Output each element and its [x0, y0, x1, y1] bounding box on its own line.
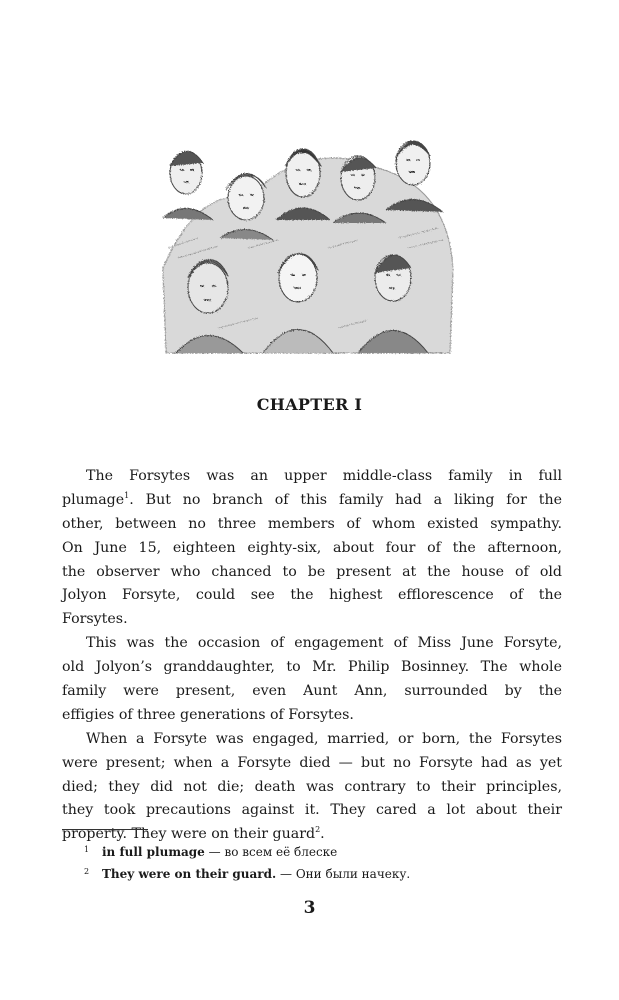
chapter-title: CHAPTER I: [256, 395, 363, 414]
footnote-divider: [62, 829, 148, 830]
text-line: were present; when a Forsyte died — but no Forsyte had as yet: [62, 754, 562, 771]
text-line: the observer who chanced to be present at the house of old: [62, 563, 562, 580]
text-line: effigies of three generations of Forsytes.: [62, 706, 354, 723]
page-number: 3: [303, 898, 316, 918]
footnote-item: [84, 862, 410, 884]
footnote-ref: 1: [124, 490, 130, 500]
text-line: The Forsytes was an upper middle-class family in full: [86, 468, 562, 484]
footnote-term: in full plumage: [102, 845, 205, 859]
footnotes: [84, 840, 410, 884]
text-line: Jolyon Forsyte, could see the highest efflorescence of the: [62, 587, 562, 604]
text-line: When a Forsyte was engaged, married, or born, the Forsytes: [86, 730, 562, 747]
footnote-translation: — Они были начеку.: [276, 867, 411, 881]
chapter-text: [62, 465, 562, 847]
footnote-number: 2: [84, 867, 90, 876]
footnote-term: They were on their guard.: [102, 867, 277, 881]
footnote-translation: — во всем её блеске: [204, 845, 338, 859]
family-portrait-sketch-icon: [158, 128, 458, 360]
family-portrait-illustration: [158, 128, 458, 360]
footnote-item: [84, 840, 410, 862]
text-line: old Jolyon’s granddaughter, to Mr. Philip Bosinney. The whole: [62, 659, 562, 676]
text-line: other, between no three members of whom existed sympathy.: [62, 515, 562, 532]
text-line: family were present, even Aunt Ann, surrounded by the: [62, 683, 562, 700]
footnote-ref: 2: [315, 825, 321, 835]
text-line: On June 15, eighteen eighty-six, about four of the afternoon,: [62, 539, 562, 556]
text-line: property. They were on their guard$^2$.: [62, 825, 325, 843]
text-line: died; they did not die; death was contrary to their principles,: [62, 778, 562, 795]
text-line: Forsytes.: [62, 611, 128, 628]
text-line: plumage$^1$. But no branch of this family had a liking for the: [62, 490, 562, 508]
text-line: they took precautions against it. They cared a lot about their: [62, 802, 562, 819]
footnote-number: 1: [84, 845, 90, 854]
text-line: This was the occasion of engagement of Miss June Forsyte,: [86, 635, 562, 652]
